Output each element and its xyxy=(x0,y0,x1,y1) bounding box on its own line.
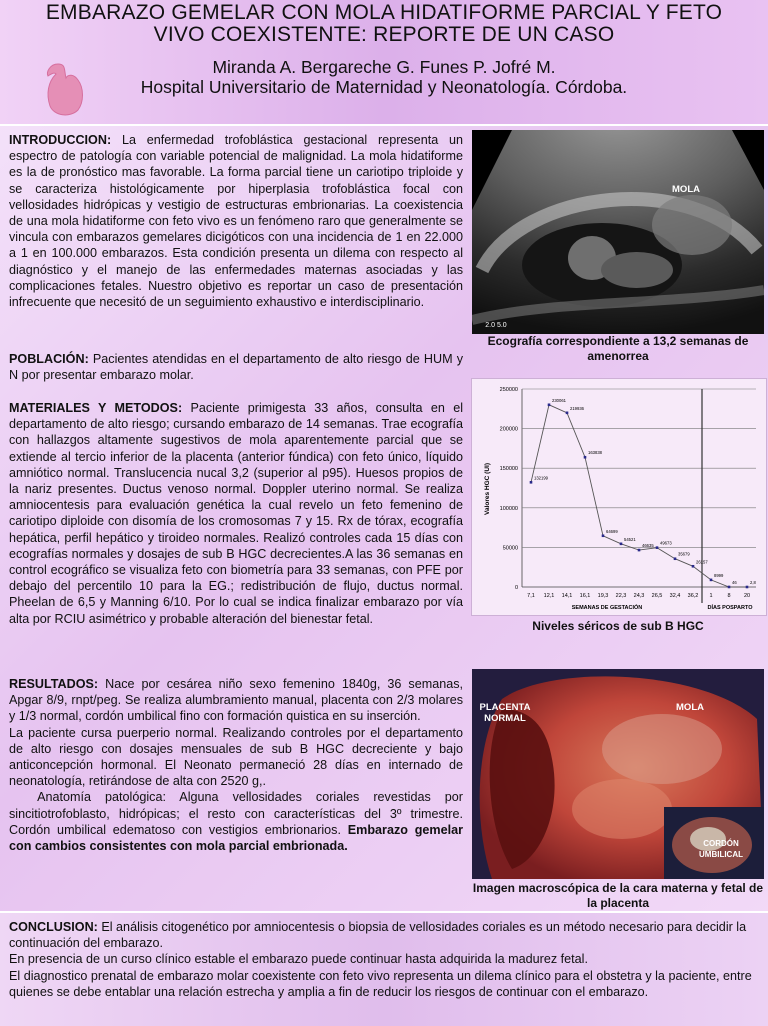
data-point xyxy=(710,579,713,582)
data-point xyxy=(584,456,587,459)
data-point xyxy=(656,546,659,549)
ultrasound-scale: 2.0 5.0 xyxy=(485,322,507,329)
x-tick-label: 19,3 xyxy=(597,593,609,599)
placenta-photo xyxy=(472,669,764,879)
hgc-chart-svg xyxy=(472,379,766,615)
photo-cordon-label: CORDÓN UMBILICAL xyxy=(699,839,743,859)
conclusion-text xyxy=(9,919,759,1000)
resultados-p1: Nace por cesárea niño sexo femenino 1840g, 36 semanas, Apgar 8/9, rnpt/peg. Se realiza alumbramiento manual, placenta con 2/3 molares y 1/3 normal, cordón umbilical fino con formación quistica en su inserción. xyxy=(9,677,464,724)
chart-caption: Niveles séricos de sub B HGC xyxy=(532,619,704,633)
data-point xyxy=(548,403,551,406)
introduccion-text: La enfermedad trofoblástica gestacional representa un espectro de patología con variable potencial de malignidad. La mola hidatiforme es la de pronóstico mas favorable. La forma parcial tiene un cariotipo triploide y se caracteriza histológicamente por hiperplasia trofoblástica focal con vellosidades hidrópicas y vestigio de estructuras embrionarias. La coexistencia de una mola hidatiforme con feto vivo es un fenómeno raro que generalmente se vincula con embarazos gemelares dicigóticos con una incidencia de 1 en 22.000 a 1 en 100.000 embarazos. Esta condición presenta un dilema con respecto al diagnóstico y el manejo de las enfermedades maternas asociadas y las complicaciones fetales. Nuestro objetivo es reportar un caso de presentación infrecuente que necesitó de un seguimiento exhaustivo e interdisciplinario. xyxy=(9,133,464,310)
hospital: Hospital Universitario de Maternidad y Neonatología. Córdoba. xyxy=(140,77,628,97)
x-tick-label: 8 xyxy=(727,593,731,599)
y-tick-label: 200000 xyxy=(499,426,518,433)
data-label: 2,8 xyxy=(750,579,756,585)
x-tick-label: 14,1 xyxy=(561,593,573,599)
poster-title xyxy=(0,2,768,46)
x-tick-label: 16,1 xyxy=(579,593,591,599)
data-label: 35679 xyxy=(678,551,690,557)
title-line-1: EMBARAZO GEMELAR CON MOLA HIDATIFORME PARCIAL Y FETO xyxy=(45,1,723,24)
y-tick-label: 100000 xyxy=(499,505,518,512)
resultados-p2: La paciente cursa puerperio normal. Realizando controles por el departamento de alto riesgo con dosajes mensuales de sub B HGC decreciente y bajo anticoncepción hormonal. El Neonato permaneció 28 días en internado de neonatología, retirándose de alta con 2520 g,. xyxy=(9,725,463,789)
x-tick-label: 32,4 xyxy=(669,593,681,599)
resultados-heading: RESULTADOS: xyxy=(9,677,99,691)
data-label: 46635 xyxy=(642,543,654,549)
photo-caption: Imagen macroscópica de la cara materna y fetal de la placenta xyxy=(472,881,764,910)
conclusion-p3: El diagnostico prenatal de embarazo molar coexistente con feto vivo representa un dilema clínico para el obstetra y la paciente, entre quienes se debe entablar una relación estrecha y amplia a fin de reducir los riesgos de continuar con el embarazo. xyxy=(9,968,752,999)
x-tick-label: 24,3 xyxy=(633,593,645,599)
materiales-text: Paciente primigesta 33 años, consulta en el departamento de alto riesgo; cursando embarazo de 14 semanas. Trae ecografía con hallazgos altamente sugestivos de mola aparentemente parcial que se extiende al tercio inferior de la placenta (anterior fúndica) con feto único, líquido amniótico normal. Translucencia nucal 3,2 (superior al p95). Huesos propios de la nariz presentes. Ductus venoso normal. Doppler uterino normal. Se realiza amniocentesis para evaluación genética la cual revelo un feto femenino de cariotipo diploide con disomía de los cromosomas 7 y 15. Rx de tórax, ecografía hepática, perfil hepático y tiroideo normales. Realizó controles cada 15 días con ecografías normales y dosajes de sub B HGC decrecientes.A las 36 semanas en control ecográfico se visualiza feto con biometría para 33 semanas, con PFE por debajo del percentilo 10 para la EG.; redistribución de flujo, ductus normal. Pheelan de 6,5 y Manning 6/10. Por lo cual se indica finalizar embarazo por vía alta por RCIU asimétrico y probable alteración del bienestar fetal. xyxy=(9,401,463,626)
data-label: 132199 xyxy=(534,475,548,481)
x-tick-label: 20 xyxy=(743,593,751,599)
y-tick-label: 250000 xyxy=(499,387,518,393)
data-label: 230061 xyxy=(552,397,566,403)
x-tick-label: 1 xyxy=(709,593,713,599)
conclusion-section xyxy=(0,911,768,1026)
x-axis-label-postpartum: DÍAS POSPARTO xyxy=(707,605,753,611)
data-point xyxy=(674,557,677,560)
data-point xyxy=(602,534,605,537)
y-axis-label: Valores HGC (UI) xyxy=(484,462,491,516)
title-line-2: VIVO COEXISTENTE: REPORTE DE UN CASO xyxy=(153,23,615,46)
data-point xyxy=(530,481,533,484)
x-tick-label: 36,2 xyxy=(687,593,699,599)
y-tick-label: 150000 xyxy=(499,466,518,473)
photo-mola-label: MOLA xyxy=(676,702,704,713)
y-tick-label: 0 xyxy=(514,585,518,591)
poblacion-text: Pacientes atendidas en el departamento de alto riesgo de HUM y N por presentar embarazo molar. xyxy=(9,352,463,383)
x-axis-label: SEMANAS DE GESTACIÓN xyxy=(571,605,643,611)
materiales-section xyxy=(9,400,463,627)
x-tick-label: 26,5 xyxy=(651,593,663,599)
data-label: 219936 xyxy=(570,405,584,411)
x-tick-label: 22,3 xyxy=(615,593,627,599)
data-label: 26157 xyxy=(696,559,708,565)
data-label: 46 xyxy=(732,579,737,585)
data-point xyxy=(728,586,731,589)
data-point xyxy=(620,543,623,546)
introduccion-heading: INTRODUCCION: xyxy=(9,133,112,147)
ultrasound-mola-label: MOLA xyxy=(672,184,700,195)
data-point xyxy=(566,412,569,415)
hgc-chart xyxy=(471,378,767,616)
poblacion-heading: POBLACIÓN: xyxy=(9,352,89,366)
introduccion-section xyxy=(9,132,463,310)
data-label: 8999 xyxy=(714,572,724,578)
data-label: 49673 xyxy=(660,540,672,546)
data-point xyxy=(746,586,749,589)
data-label: 54521 xyxy=(624,536,636,542)
data-point xyxy=(638,549,641,552)
authors: Miranda A. Bergareche G. Funes P. Jofré M. xyxy=(212,57,556,77)
data-label: 163838 xyxy=(588,450,602,456)
x-tick-label: 7,1 xyxy=(527,593,535,599)
conclusion-p2: En presencia de un curso clínico estable el embarazo puede continuar hasta adquirida la madurez fetal. xyxy=(9,952,588,967)
conclusion-heading: CONCLUSION: xyxy=(9,920,98,934)
conclusion-p1: El análisis citogenético por amniocentesis o biopsia de vellosidades coriales es un método necesario para decidir la continuación del embarazo. xyxy=(9,920,747,951)
resultados-p3: Anatomía patológica: Alguna vellosidades coriales revestidas por sincitiotrofoblasto, hidrópicas; el resto con características del 3º trimestre. Cordón umbilical edematoso con vestigios embrionarios. xyxy=(9,790,463,837)
x-tick-label: 12,1 xyxy=(543,593,555,599)
y-tick-label: 50000 xyxy=(502,545,518,552)
materiales-heading: MATERIALES Y METODOS: xyxy=(9,401,183,415)
ultrasound-image xyxy=(472,130,764,334)
poster-header xyxy=(0,0,768,126)
photo-placenta-normal-label: PLACENTA NORMAL xyxy=(479,702,531,724)
ultrasound-graphic xyxy=(472,130,764,334)
resultados-p3-bold: Embarazo gemelar con cambios consistentes con mola parcial embrionada. xyxy=(9,822,463,854)
resultados-section xyxy=(9,676,463,854)
hgc-series-line xyxy=(531,405,747,587)
poblacion-section xyxy=(9,351,463,383)
data-point xyxy=(692,565,695,568)
ultrasound-caption: Ecografía correspondiente a 13,2 semanas de amenorrea xyxy=(487,334,749,363)
data-label: 64699 xyxy=(606,528,618,534)
